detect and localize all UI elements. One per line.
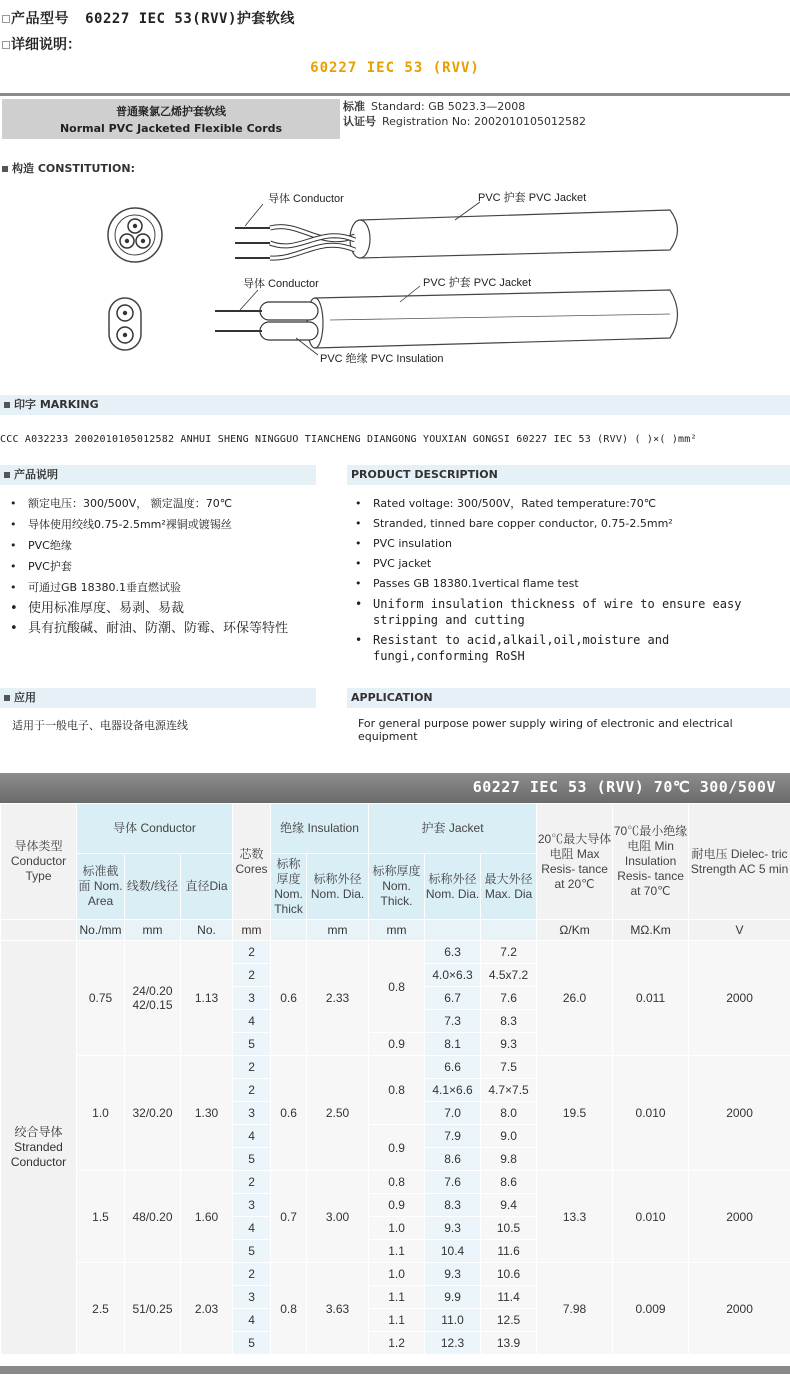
cores-cell: 3 [233, 1286, 271, 1309]
jacket-thick-cell: 0.9 [369, 1033, 425, 1056]
insulation-label: PVC 绝缘 PVC Insulation [320, 353, 444, 365]
dia-cell: 2.03 [181, 1263, 233, 1355]
jacket-label-1: PVC 护套 PVC Jacket [478, 192, 587, 204]
table-row [1, 1171, 790, 1194]
jacket-dia-cell: 7.0 [425, 1102, 481, 1125]
header-jacket: 护套 Jacket [369, 804, 537, 854]
list-item: • PVC绝缘 [2, 538, 322, 559]
cores-cell: 3 [233, 987, 271, 1010]
jacket-thick-cell: 1.1 [369, 1240, 425, 1263]
description-bar-cn: 产品说明 [0, 465, 316, 485]
bullet-square-icon [4, 402, 10, 408]
cable-name-box [2, 99, 340, 139]
list-item: • Stranded, tinned bare copper conductor, 0.75-2.5mm² [347, 516, 790, 532]
unit-cell [271, 920, 307, 941]
jacket-dia-cell: 9.9 [425, 1286, 481, 1309]
ins-dia-cell: 3.63 [307, 1263, 369, 1355]
voltage-cell: 2000 [689, 941, 790, 1056]
jacket-max-cell: 10.5 [481, 1217, 537, 1240]
list-item: • Rated voltage: 300/500V，Rated temperature:70℃ [347, 496, 790, 512]
application-bar-cn: 应用 [0, 688, 316, 708]
jacket-max-cell: 11.4 [481, 1286, 537, 1309]
jacket-dia-cell: 8.1 [425, 1033, 481, 1056]
unit-cell: V [689, 920, 790, 941]
cores-cell: 2 [233, 1171, 271, 1194]
cable-name-cn: 普通聚氯乙烯护套软线 [116, 105, 226, 118]
unit-cell: mm [307, 920, 369, 941]
cores-cell: 4 [233, 1010, 271, 1033]
registration-label: 认证号 [343, 115, 376, 128]
constitution-title: 构造 CONSTITUTION: [2, 160, 135, 176]
header-voltage: 耐电压 Dielec- tric Strength AC 5 min [689, 804, 790, 920]
list-item: • Passes GB 18380.1vertical flame test [347, 576, 790, 592]
bottom-bar [0, 1366, 790, 1374]
cores-cell: 2 [233, 1079, 271, 1102]
title-model: 60227 IEC 53(RVV)护套软线 [85, 11, 295, 27]
standard-label: 标准 [343, 100, 365, 113]
three-core-cable-icon [235, 202, 678, 258]
jacket-dia-cell: 7.3 [425, 1010, 481, 1033]
table-title: 60227 IEC 53 (RVV) 70℃ 300/500V [472, 778, 776, 796]
jacket-thick-cell: 1.0 [369, 1217, 425, 1240]
two-core-cross-section-icon [109, 298, 141, 350]
insulation-resistance-cell: 0.010 [613, 1056, 689, 1171]
ins-thick-cell: 0.6 [271, 941, 307, 1056]
cores-cell: 5 [233, 1332, 271, 1355]
unit-cell: mm [125, 920, 181, 941]
unit-cell: Ω/Km [537, 920, 613, 941]
table-row [1, 1263, 790, 1286]
jacket-dia-cell: 8.6 [425, 1148, 481, 1171]
insulation-resistance-cell: 0.010 [613, 1171, 689, 1263]
jacket-thick-cell: 0.8 [369, 1056, 425, 1125]
unit-cell: No. [181, 920, 233, 941]
header-cores: 芯数 Cores [233, 804, 271, 920]
jacket-thick-cell: 1.1 [369, 1286, 425, 1309]
jacket-dia-cell: 4.1×6.6 [425, 1079, 481, 1102]
standard-info [343, 99, 586, 129]
header-insulation: 绝缘 Insulation [271, 804, 369, 854]
jacket-dia-cell: 12.3 [425, 1332, 481, 1355]
list-item: • 额定电压：300/500V， 额定温度：70℃ [2, 496, 322, 517]
ins-thick-cell: 0.7 [271, 1171, 307, 1263]
strands-cell: 24/0.20 42/0.15 [125, 941, 181, 1056]
list-item: • 使用标准厚度、易剥、易裁 [2, 601, 322, 621]
unit-cell: No./mm [77, 920, 125, 941]
jacket-dia-cell: 9.3 [425, 1217, 481, 1240]
resistance-cell: 7.98 [537, 1263, 613, 1355]
application-text-en: For general purpose power supply wiring of electronic and electrical equipment [358, 717, 733, 743]
voltage-cell: 2000 [689, 1056, 790, 1171]
jacket-max-cell: 9.3 [481, 1033, 537, 1056]
ins-dia-cell: 3.00 [307, 1171, 369, 1263]
cores-cell: 5 [233, 1240, 271, 1263]
header-insulation-resistance: 70℃最小绝缘电阻 Min Insulation Resis- tance at 70℃ [613, 804, 689, 920]
model-heading: 60227 IEC 53 (RVV) [310, 60, 480, 76]
description-list-en [347, 496, 790, 668]
cores-cell: 4 [233, 1309, 271, 1332]
bullet-square-icon [4, 472, 10, 478]
resistance-cell: 26.0 [537, 941, 613, 1056]
standard-value: Standard: GB 5023.3—2008 [371, 100, 526, 113]
jacket-thick-cell: 0.9 [369, 1194, 425, 1217]
cores-cell: 2 [233, 941, 271, 964]
jacket-max-cell: 9.4 [481, 1194, 537, 1217]
application-text-cn: 适用于一般电子、电器设备电源连线 [12, 719, 188, 732]
header-dia: 直径Dia [181, 854, 233, 920]
dia-cell: 1.60 [181, 1171, 233, 1263]
jacket-thick-cell: 0.8 [369, 941, 425, 1033]
jacket-max-cell: 7.5 [481, 1056, 537, 1079]
list-item: • Resistant to acid,alkail,oil,moisture and fungi,conforming RoSH [347, 632, 790, 664]
application-bar-en: APPLICATION [347, 688, 790, 708]
title-label: 产品型号 [11, 11, 69, 27]
jacket-dia-cell: 6.6 [425, 1056, 481, 1079]
cable-name-en: Normal PVC Jacketed Flexible Cords [59, 122, 283, 135]
strands-cell: 32/0.20 [125, 1056, 181, 1171]
header-jac-max: 最大外径 Max. Dia [481, 854, 537, 920]
ins-thick-cell: 0.6 [271, 1056, 307, 1171]
header-nom-area: 标准截面 Nom. Area [77, 854, 125, 920]
header-strands: 线数/线径 [125, 854, 181, 920]
jacket-max-cell: 11.6 [481, 1240, 537, 1263]
image-placeholder-icon [2, 41, 10, 49]
jacket-max-cell: 9.0 [481, 1125, 537, 1148]
cores-cell: 3 [233, 1194, 271, 1217]
conductor-type-cell: 绞合导体 Stranded Conductor [1, 941, 77, 1355]
jacket-max-cell: 10.6 [481, 1263, 537, 1286]
jacket-max-cell: 7.6 [481, 987, 537, 1010]
table-row [1, 941, 790, 964]
dia-cell: 1.13 [181, 941, 233, 1056]
three-core-cross-section-icon [108, 208, 162, 262]
jacket-dia-cell: 8.3 [425, 1194, 481, 1217]
description-list-cn [2, 496, 322, 641]
cores-cell: 5 [233, 1033, 271, 1056]
area-cell: 1.0 [77, 1056, 125, 1171]
jacket-dia-cell: 9.3 [425, 1263, 481, 1286]
cores-cell: 5 [233, 1148, 271, 1171]
jacket-dia-cell: 10.4 [425, 1240, 481, 1263]
strands-cell: 51/0.25 [125, 1263, 181, 1355]
area-cell: 2.5 [77, 1263, 125, 1355]
ins-thick-cell: 0.8 [271, 1263, 307, 1355]
jacket-dia-cell: 6.7 [425, 987, 481, 1010]
header-jac-thick: 标称厚度 Nom. Thick. [369, 854, 425, 920]
jacket-max-cell: 12.5 [481, 1309, 537, 1332]
jacket-max-cell: 8.6 [481, 1171, 537, 1194]
image-placeholder-icon [2, 15, 10, 23]
jacket-dia-cell: 11.0 [425, 1309, 481, 1332]
spec-table [0, 803, 790, 1355]
area-cell: 0.75 [77, 941, 125, 1056]
detail-label: 详细说明： [2, 34, 81, 54]
jacket-thick-cell: 1.1 [369, 1309, 425, 1332]
list-item: • PVC护套 [2, 559, 322, 580]
units-row [1, 920, 790, 941]
jacket-max-cell: 13.9 [481, 1332, 537, 1355]
jacket-max-cell: 8.3 [481, 1010, 537, 1033]
jacket-thick-cell: 0.8 [369, 1171, 425, 1194]
cores-cell: 2 [233, 1056, 271, 1079]
list-item: • PVC jacket [347, 556, 790, 572]
insulation-resistance-cell: 0.009 [613, 1263, 689, 1355]
jacket-thick-cell: 1.2 [369, 1332, 425, 1355]
jacket-max-cell: 8.0 [481, 1102, 537, 1125]
voltage-cell: 2000 [689, 1263, 790, 1355]
jacket-max-cell: 9.8 [481, 1148, 537, 1171]
header-ins-dia: 标称外径 Nom. Dia. [307, 854, 369, 920]
marking-text: CCC A032233 2002010105012582 ANHUI SHENG NINGGUO TIANCHENG DIANGONG YOUXIAN GONGSI 60227 IEC 53 (RVV) ( )×( )mm² [0, 434, 697, 445]
insulation-resistance-cell: 0.011 [613, 941, 689, 1056]
dia-cell: 1.30 [181, 1056, 233, 1171]
bullet-square-icon [2, 166, 8, 172]
unit-cell: mm [233, 920, 271, 941]
jacket-max-cell: 4.7×7.5 [481, 1079, 537, 1102]
jacket-thick-cell: 0.9 [369, 1125, 425, 1171]
divider [0, 93, 790, 96]
jacket-thick-cell: 1.0 [369, 1263, 425, 1286]
table-row [1, 1056, 790, 1079]
list-item: • 导体使用绞线0.75-2.5mm²裸铜或镀锡丝 [2, 517, 322, 538]
unit-cell: MΩ.Km [613, 920, 689, 941]
strands-cell: 48/0.20 [125, 1171, 181, 1263]
header-resistance: 20℃最大导体电阻 Max Resis- tance at 20℃ [537, 804, 613, 920]
resistance-cell: 13.3 [537, 1171, 613, 1263]
header-conductor-type: 导体类型 Conductor Type [1, 804, 77, 920]
list-item: • 具有抗酸碱、耐油、防潮、防霉、环保等特性 [2, 621, 322, 641]
list-item: • Uniform insulation thickness of wire to ensure easy stripping and cutting [347, 596, 790, 628]
jacket-dia-cell: 7.9 [425, 1125, 481, 1148]
two-core-cable-icon [215, 286, 678, 355]
conductor-label-2: 导体 Conductor [243, 278, 319, 290]
unit-cell [1, 920, 77, 941]
conductor-label-1: 导体 Conductor [268, 193, 344, 205]
list-item: • PVC insulation [347, 536, 790, 552]
product-title [2, 8, 295, 28]
header-ins-thick: 标称厚度 Nom. Thick [271, 854, 307, 920]
jacket-dia-cell: 4.0×6.3 [425, 964, 481, 987]
ins-dia-cell: 2.33 [307, 941, 369, 1056]
jacket-dia-cell: 6.3 [425, 941, 481, 964]
description-bar-en: PRODUCT DESCRIPTION [347, 465, 790, 485]
jacket-dia-cell: 7.6 [425, 1171, 481, 1194]
registration-value: Registration No: 2002010105012582 [382, 115, 586, 128]
area-cell: 1.5 [77, 1171, 125, 1263]
resistance-cell: 19.5 [537, 1056, 613, 1171]
voltage-cell: 2000 [689, 1171, 790, 1263]
cores-cell: 3 [233, 1102, 271, 1125]
cores-cell: 2 [233, 964, 271, 987]
list-item: • 可通过GB 18380.1垂直燃试验 [2, 580, 322, 601]
jacket-max-cell: 7.2 [481, 941, 537, 964]
marking-bar: 印字 MARKING [0, 395, 790, 415]
cores-cell: 2 [233, 1263, 271, 1286]
jacket-label-2: PVC 护套 PVC Jacket [423, 277, 532, 289]
cores-cell: 4 [233, 1125, 271, 1148]
unit-cell [481, 920, 537, 941]
header-jac-dia: 标称外径 Nom. Dia. [425, 854, 481, 920]
cable-construction-diagram [0, 180, 790, 380]
unit-cell: mm [369, 920, 425, 941]
ins-dia-cell: 2.50 [307, 1056, 369, 1171]
cores-cell: 4 [233, 1217, 271, 1240]
bullet-square-icon [4, 695, 10, 701]
header-conductor: 导体 Conductor [77, 804, 233, 854]
jacket-max-cell: 4.5x7.2 [481, 964, 537, 987]
unit-cell [425, 920, 481, 941]
